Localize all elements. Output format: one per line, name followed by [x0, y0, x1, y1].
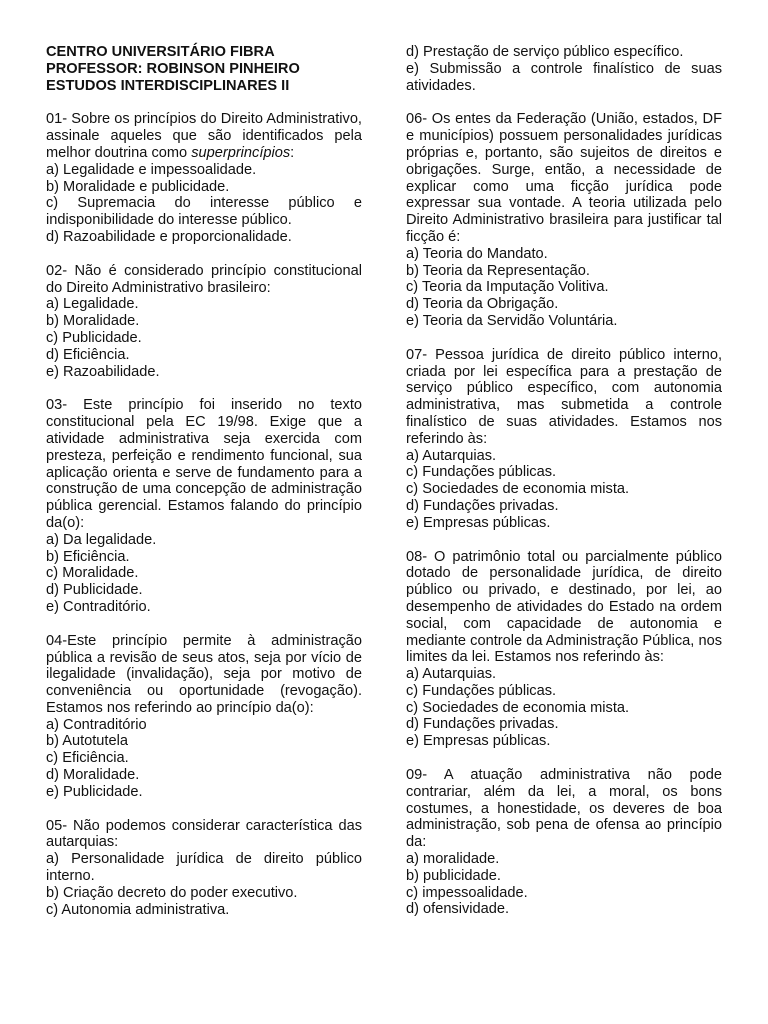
- answer-option: e) Publicidade.: [46, 783, 143, 800]
- question-01: [46, 111, 362, 245]
- answer-option: a) Personalidade jurídica de direito público interno.: [46, 851, 362, 885]
- answer-option: b) Moralidade.: [46, 313, 140, 330]
- answer-option: a) Autarquias.: [406, 447, 497, 464]
- question-stem: 09- A atuação administrativa não pode contrariar, além da lei, a moral, os bons costumes, a honestidade, os deveres de boa administração, sob pena de ofensa ao princípio da:: [406, 767, 722, 851]
- answer-option: b) Moralidade e publicidade.: [46, 178, 230, 195]
- answer-option: a) Contraditório: [46, 716, 147, 733]
- question-07: [406, 347, 722, 532]
- answer-option: a) Legalidade e impessoalidade.: [46, 161, 257, 178]
- question-05-continued: [406, 44, 722, 94]
- question-08: [406, 549, 722, 751]
- answer-option: a) Autarquias.: [406, 666, 497, 683]
- question-stem: 07- Pessoa jurídica de direito público interno, criada por lei específica para a prestação de serviço público específico, com autonomia administrativa, mas submetida a controle finalístico de suas atividades. Estamos nos referindo às:: [406, 346, 722, 447]
- answer-option: d) Fundações privadas.: [406, 716, 559, 733]
- answer-option: b) publicidade.: [406, 867, 501, 884]
- answer-option: c) Supremacia do interesse público e indisponibilidade do interesse público.: [46, 195, 362, 229]
- answer-option: d) ofensividade.: [406, 901, 510, 918]
- answer-option: d) Eficiência.: [46, 346, 130, 363]
- answer-option: d) Publicidade.: [46, 582, 143, 599]
- answer-option: b) Autotutela: [46, 733, 128, 750]
- answer-option: c) impessoalidade.: [406, 884, 528, 901]
- answer-option: a) Legalidade.: [46, 296, 139, 313]
- answer-option: d) Fundações privadas.: [406, 497, 559, 514]
- question-stem: 06- Os entes da Federação (União, estados, DF e municípios) possuem personalidades jurídicas próprias e, portanto, são sujeitos de direitos e obrigações. Surge, então, a necessidade de explicar como uma ficção jurídica pode expressar sua vontade. A teoria utilizada pelo Direito Administrativo brasileira para justificar tal ficção é:: [406, 111, 722, 245]
- question-stem: 01- Sobre os princípios do Direito Administrativo, assinale aqueles que são identificados pela melhor doutrina como superprincípios:: [46, 111, 362, 161]
- answer-option: a) Da legalidade.: [46, 531, 157, 548]
- question-stem: 02- Não é considerado princípio constitucional do Direito Administrativo brasileiro:: [46, 262, 362, 296]
- question-stem: 08- O patrimônio total ou parcialmente público dotado de personalidade jurídica, de direito público ou privado, e destinado, por lei, ao desempenho de atividades do Estado na ordem social, com capacidade de autonomia e mediante controle da Administração Pública, nos limites da lei. Estamos nos referindo às:: [406, 548, 722, 666]
- answer-option: e) Empresas públicas.: [406, 733, 551, 750]
- answer-option: c) Eficiência.: [46, 750, 129, 767]
- answer-option: c) Moralidade.: [46, 565, 139, 582]
- answer-option: c) Sociedades de economia mista.: [406, 699, 630, 716]
- answer-option: c) Fundações públicas.: [406, 682, 557, 699]
- answer-option: c) Teoria da Imputação Volitiva.: [406, 279, 609, 296]
- answer-option: a) moralidade.: [406, 851, 500, 868]
- question-05: [46, 818, 362, 919]
- answer-option: c) Autonomia administrativa.: [46, 901, 230, 918]
- answer-option: b) Teoria da Representação.: [406, 262, 590, 279]
- answer-option: a) Teoria do Mandato.: [406, 245, 548, 262]
- answer-option: e) Empresas públicas.: [406, 514, 551, 531]
- answer-option: b) Eficiência.: [46, 548, 130, 565]
- answer-option: e) Teoria da Servidão Voluntária.: [406, 312, 618, 329]
- question-stem: 04-Este princípio permite à administração pública a revisão de seus atos, seja por vício de ilegalidade (invalidação), seja por motivo de conveniência ou oportunidade (revogação). Estamos nos referindo ao princípio da(o):: [46, 632, 362, 716]
- answer-option: c) Sociedades de economia mista.: [406, 481, 630, 498]
- answer-option: c) Publicidade.: [46, 329, 142, 346]
- answer-option: d) Prestação de serviço público específico.: [406, 44, 684, 60]
- answer-option: d) Razoabilidade e proporcionalidade.: [46, 228, 292, 245]
- question-stem: 05- Não podemos considerar característica das autarquias:: [46, 817, 362, 851]
- answer-option: e) Submissão a controle finalístico de suas atividades.: [406, 60, 722, 94]
- answer-option: d) Teoria da Obrigação.: [406, 296, 559, 313]
- question-03: [46, 397, 362, 615]
- question-02: [46, 263, 362, 381]
- institution-name: CENTRO UNIVERSITÁRIO FIBRA: [46, 44, 275, 60]
- professor-name: PROFESSOR: ROBINSON PINHEIRO: [46, 60, 300, 77]
- answer-option: d) Moralidade.: [46, 767, 140, 784]
- answer-option: b) Criação decreto do poder executivo.: [46, 884, 298, 901]
- answer-option: c) Fundações públicas.: [406, 464, 557, 481]
- right-column: [406, 44, 722, 918]
- left-column: [46, 44, 362, 918]
- document-header: [46, 44, 362, 94]
- question-stem: 03- Este princípio foi inserido no texto constitucional pela EC 19/98. Exige que a atividade administrativa seja exercida com presteza, perfeição e rendimento funcional, sua aplicação orienta e serve de fundamento para a construção de uma concepção de administração pública gerencial. Estamos falando do princípio da(o):: [46, 397, 362, 531]
- course-title: ESTUDOS INTERDISCIPLINARES II: [46, 77, 290, 94]
- question-04: [46, 633, 362, 801]
- question-06: [406, 111, 722, 329]
- question-09: [406, 767, 722, 918]
- answer-option: e) Contraditório.: [46, 598, 151, 615]
- answer-option: e) Razoabilidade.: [46, 363, 160, 380]
